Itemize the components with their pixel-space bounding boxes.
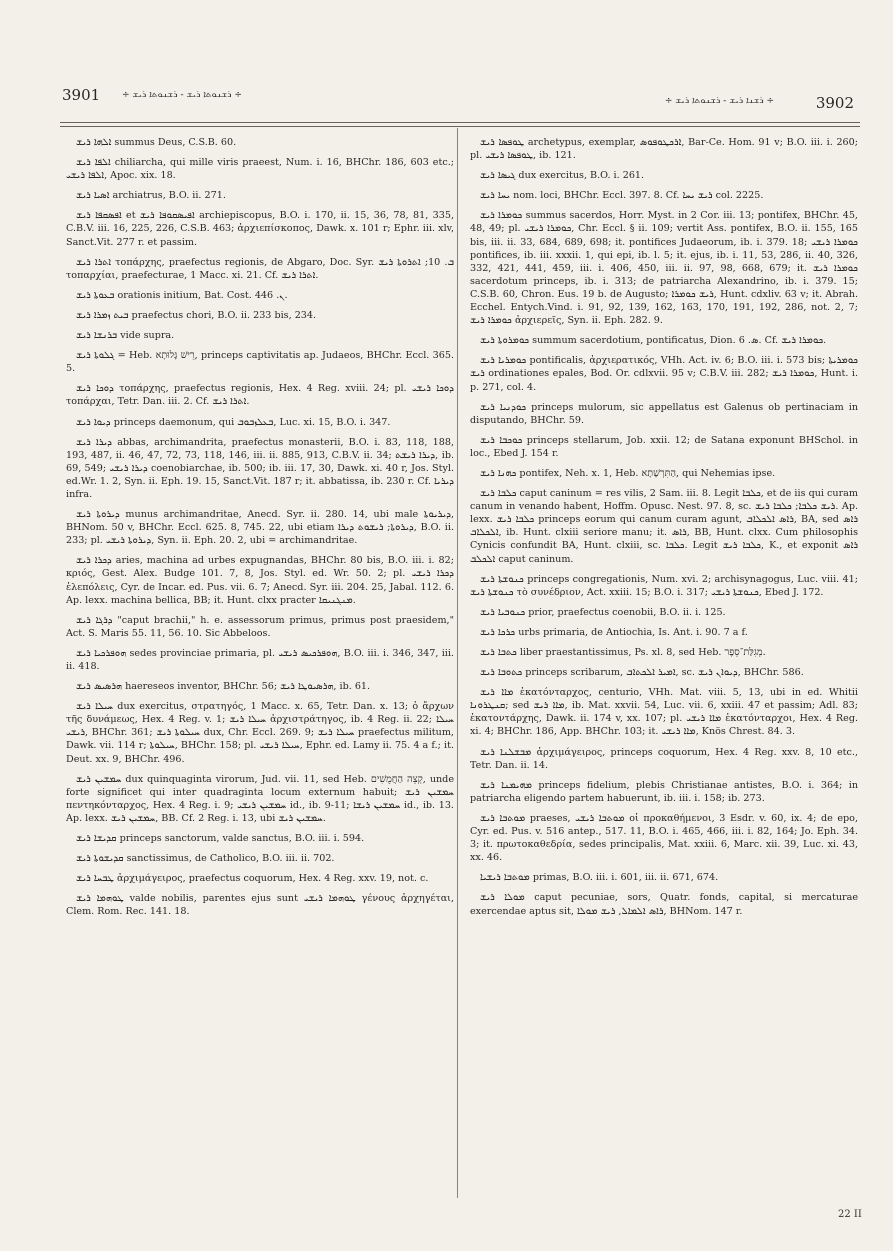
dictionary-entry: ܕܘܟܐ ܪܝܫ τοπάρχης, praefectus regionis, Hex. 4 Reg. xviii. 24; pl. ܕܘܟܐ ܪܝܫܝ τοπάρχαι, Tetr. Dan. iii. 2. Cf. ܐܬܪܐ ܪܝܫ. [66,383,454,408]
dictionary-entry: ܡܒܫܠܢܐ ܪܝܫ ἀρχιμάγειρος, princeps coquorum, Hex. 4 Reg. xxv. 8, 10 etc., Tetr. Dan. ii. 14. [470,746,859,771]
dictionary-entry: ܟܘܕܢܝܐ ܪܝܫ princeps mulorum, sic appellatus est Galenus ob pertinaciam in disputando, BHChr. 59. [470,401,858,426]
dictionary-entry: ܟܘܟܒܐ ܪܝܫ princeps stellarum, Job. xxii. 12; de Satana exponunt BHSchol. in loc., Ebed J. 154 r. [470,434,858,459]
dictionary-entry: ܐܠܗܐ ܪܝܫ summus Deus, C.S.B. 60. [76,137,237,148]
header-rule-double [60,126,860,127]
page-number-left: 3901 [62,86,101,104]
dictionary-entry: ܕܪܓܐ ܪܝܫ "caput brachii," h. e. assessorum primus, primus post praesidem," Act. S. Maris 55. 11, 56. 10. Sic Abbeloos. [66,614,455,639]
dictionary-entry: ܟܬܘܒܐ ܪܝܫ princeps scribarum, ܐܡܝܪ ܐܠܟܬܐܒ, sc. ܕܝܘܐܢ ܪܝܫ, BHChr. 586. [480,667,804,679]
dictionary-entry: ܒܝܬ ܙܡܪܐ ܪܝܫ praefectus chori, B.O. ii. 233 bis, 234. [76,309,317,321]
dictionary-entry: ܟܢܘܫܬܐ ܪܝܫ princeps congregationis, Num. xvi. 2; archisynagogus, Luc. viii. 41; ܟܢܘܫܬܐ ܪܝܫ τὸ συνέδριον, Act. xxiii. 15; B.O. i. 317; ܟܢܘܫܬܐ ܪܝܫܝ, Ebed J. 172. [470,573,858,598]
dictionary-entry: ܡܗܝܡܢܐ ܪܝܫ princeps fidelium, plebis Christianae antistes, B.O. i. 364; in patriarcha eligendo partem habuerunt, ib. iii. i. 158; ib. 273. [470,779,858,804]
dictionary-entry: ܒܪܢܫܐ ܪܝܫ vide supra. [76,330,175,342]
dictionary-entry: ܡܘܠܐ ܪܝܫ caput pecuniae, sors, Quatr. fonds, capital, si mercaturae exercendae aptus sit, ܪܐܣ ܐܠܡܐܠ, ܪܝܫ ܡܘܠܐ, BHNom. 147 r. [470,892,859,917]
dictionary-entry: ܟܗܢܐ ܪܝܫ pontifex, Neh. x. 1, Heb. הַתִּרְשָׁתָא, qui Nehemias ipse. [480,467,776,479]
dictionary-entry: ܟܬܒܐ ܪܝܫ liber praestantissimus, Ps. xl. 8, sed Heb. מְגִלַּת־סֵפֶר. [480,647,766,658]
dictionary-entry: ܡܘܬܒܐ ܪܝܫܝܐ primas, B.O. iii. i. 601, iii. ii. 671, 674. [480,872,719,884]
signature-mark: 22 II [838,1209,862,1220]
dictionary-entry: ܡܐܐ ܪܝܫ ἑκατόνταρχος, centurio, VHh. Mat. viii. 5, 13, ubi in ed. Whitii ܩܢܛܪܘܢܐ; sed ܡܐܐ ܪܝܫ, ib. Mat. xxvii. 54, Luc. vii. 6, xxiii. 47 et passim; Adl. 83; ἑκατοντάρχης, Dawk. ii. 174 v, xx. 107; pl. ܡܐܐ ܪܝܫܝ ἑκατόνταρχοι, Hex. 4 Reg. xi. 4; BHChr. 186, App. BHChr. 103; it. ܡܐܐ ܪܝܫܝ, Knös Chrest. 84. 3. [470,687,859,738]
column-divider [457,128,458,1198]
running-head-right: ÷ ܪܫܢܐ ܪܝܫ - ܪܫܢܘܬܐ ܪܝܫ ÷ [664,96,774,106]
running-head-left: ÷ ܪܫܢܘܬܐ ܪܝܫ - ܪܫܢܘܬܐ ܪܝܫ ÷ [122,90,242,100]
dictionary-entry: ܟܠܒܐ ܪܝܫ caput caninum = res vilis, 2 Sam. iii. 8. Legit ܟܠܒܐ, et de iis qui curam canum in venando habent, Hoffm. Opusc. Nest. 97. 8, sc. ܪܝܫ ܟܠܒܐ; ܟܠܒܐ ܪܝܫ. Ap. lexx. ܟܠܒܐ ܪܝܫ princeps eorum qui canum curam agunt, ܪܐܣ ܐܠܟܠܐܒ, BA, sed ܪܐܣ ܐܠܟܠܐܒ, ib. Hunt. clxiii seriore manu; it. ܪܐܣ, BB, Hunt. clxx. Cum philosophis Cynicis confundit BA, Hunt. clxiii, sc. ܟܠܒܐ. Legit ܟܠܒܐ ܪܝܫ, K., et exponit ܪܐܣ ܐܠܟܠܒ caput caninum. [470,488,859,565]
dictionary-entry: ܩܕܝܫܘܬܐ ܪܝܫ sanctissimus, de Catholico, B.O. iii. ii. 702. [76,853,335,865]
dictionary-entry: ܟܢܘܒܝܐ ܪܝܫ prior, praefectus coenobii, B.O. ii. i. 125. [480,606,726,618]
dictionary-entry: ܛܒܚܐ ܪܝܫ ἀρχιμάγειρος, praefectus coquorum, Hex. 4 Reg. xxv. 19, not. c. [76,873,429,885]
dictionary-entry: ܛܘܦܣܐ ܪܝܫ archetypus, exemplar, ܐܪܟܛܘܦܘܣ, Bar-Ce. Hom. 91 v; B.O. iii. i. 260; pl. ܛܘܦܣܐ ܪܝܫܝ, ib. 121. [470,137,858,162]
dictionary-entry: ܕܝܘܐ ܪܝܫ princeps daemonum, qui ܒܥܠܙܒܘܒ, Luc. xi. 15, B.O. i. 347. [76,416,391,428]
dictionary-entry: ܟܘܡܪܘܬܐ ܪܝܫ summum sacerdotium, pontificatus, Dion. ܣ. 6. Cf. ܟܘܡܪܐ ܪܝܫ. [480,335,827,347]
dictionary-entry: ܟܘܡܪܝܐ ܪܝܫ pontificalis, ἀρχιερατικός, VHh. Act. iv. 6; B.O. iii. i. 573 bis; ܟܘܡܪܝܬܐ ܪܝܫ ordinationes epales, Bod. Or. cdlxvii. 95 v; C.B.V. iii. 282; ܟܘܡܪܐ ܪܝܫ, Hunt. i. p. 271, col. 4. [470,355,859,393]
dictionary-entry: ܝܚܐ ܪܝܫ nom. loci, BHChr. Eccl. 397. 8. Cf. ܪܝܫ ܝܚܐ col. 2225. [480,190,764,202]
dictionary-entry: ܡܘܬܒܐ ܪܝܫ praeses, ܡܘܬܒܐ ܪܝܫܝ οἱ προκαθήμενοι, 3 Esdr. v. 60, ix. 4; de epo, Cyr. ed. Pus. v. 516 antep., 517. 11, B.O. i. 465, 466, iii. i. 82, 164; Jo. Eph. 34. 3; it. πρωτοκαθεδρία, sedes principalis, Mat. xxiii. 6, Marc. xii. 39, Luc. xi. 43, xx. 46. [470,812,858,864]
left-column [66,136,454,926]
dictionary-entry: ܗܪܣܝܣ ܪܝܫ haereseos inventor, BHChr. 56; ܗܪܣܝܘܛܐ ܪܝܫ, ib. 61. [76,681,371,693]
page-number-right: 3902 [815,94,854,112]
dictionary-entry: ܗܘܦܪܟܝܐ ܪܝܫ sedes provinciae primaria, pl. ܗܘܦܪܟܝܣ ܪܝܫܝ, B.O. iii. i. 346, 347, iii. ii. 418. [66,647,454,672]
header-rule [60,122,860,123]
dictionary-entry: ܐܬܪܐ ܪܝܫ τοπάρχης, praefectus regionis, de Abgaro, Doc. Syr. ܒ. 10; ܐܬܪܘܬܐ ܪܝܫ τοπαρχίαι, praefecturae, 1 Macc. xi. 21. Cf. ܐܬܪܐ ܪܝܫ. [66,256,454,281]
dictionary-entry: ܕܝܪܐ ܪܝܫ abbas, archimandrita, praefectus monasterii, B.O. i. 83, 118, 188, 193, 487, ii. 46, 47, 72, 73, 118, 146, iii. ii. 885, 913, C.B.V. ii. 34; ܕܝܪܐ ܪܝܫܬ, ib. 69, 549; ܕܝܪܐ ܪܝܫܝ coenobiarchae, ib. 500; ib. iii. 17, 30, Dawk. xi. 40 r, Jos. Styl. ed.Wr. 1. 2, Syn. ii. Eph. 19. 15, Sanct.Vit. 187 r; it. abbatissa, ib. 230 r. Cf. ܕܝܪܝܐ infra. [66,436,455,500]
dictionary-entry: ܐܦܣܩܦܐ ܪܝܫ et ܐܦܝܣܩܘܦܐ ܪܝܫ archiepiscopus, B.O. i. 170, ii. 15, 36, 78, 81, 335, C.B.V. iii. 16, 225, 226, C.S.B. 463; ἀρχιεπίσκοπος, Dawk. x. 101 r; Ephr. iii. xlv, Sanct.Vit. 277 r. et passim. [66,210,454,248]
dictionary-entry: ܓܝܣܐ ܪܝܫ dux exercitus, B.O. i. 261. [480,170,645,182]
dictionary-entry: ܐܣܝܐ ܪܝܫ archiatrus, B.O. ii. 271. [76,190,226,202]
dictionary-entry: ܐܠܦܐ ܪܝܫ chiliarcha, qui mille viris praeest, Num. i. 16, BHChr. 186, 603 etc.; ܐܠܦܐ ܪܝܫܝ, Apoc. xix. 18. [66,157,454,182]
page-header [58,86,858,116]
right-column [470,136,858,925]
dictionary-entry: ܟܪܟܐ ܪܝܫ urbs primaria, de Antiochia, Is. Ant. i. 90. 7 a f. [480,626,748,638]
dictionary-entry: ܚܡܫܝܢ ܪܝܫ dux quinquaginta virorum, Jud. vii. 11, sed Heb. קְצֵה הַחֲמֻשִׁים, unde forte significet qui inter quadraginta locum externum habuit; ܚܡܫܝܢ ܪܝܫ πεντηκόνταρχος, Hex. 4 Reg. i. 9; ܚܡܫܝܢ ܪܝܫܝ id., ib. 9-11; ܚܡܫܝܢ ܪܝܫܐ id., ib. 13. Ap. lexx. ܚܡܫܝܢ ܪܝܫ, BB. Cf. 2 Reg. i. 13, ubi ܚܡܫܝܢ ܪܝܫ. [66,773,454,824]
dictionary-entry: ܚܝܠܐ ܪܝܫ dux exercitus, στρατηγός, 1 Macc. x. 65, Tetr. Dan. x. 13; ὁ ἄρχων τῆς δυνάμεως, Hex. 4 Reg. v. 1; ܚܝܠܐ ܪܝܫ ἀρχιστράτηγος, ib. 4 Reg. ii. 22; ܚܝܠܐ ܪܝܫܝ, BHChr. 361; ܚܝܠܘܬܐ ܪܝܫ dux, Chr. Eccl. 269. 9; ܚܝܠܐ ܪܝܫ praefectus militum, Dawk. vii. 114 r; ܚܝܠܘܬܐ, BHChr. 158; pl. ܚܝܠܐ ܪܝܫܝ, Ephr. ed. Lamy ii. 75. 4 a f.; it. Deut. xx. 9, BHChr. 496. [66,701,454,765]
dictionary-entry: ܩܕܝܫܐ ܪܝܫ princeps sanctorum, valde sanctus, B.O. iii. i. 594. [76,833,365,845]
dictionary-entry: ܓܠܘܬܐ ܪܝܫ = Heb. רֵישׁ גָּלוּתָא, princeps captivitatis ap. Judaeos, BHChr. Eccl. 365. 5. [66,350,454,375]
dictionary-entry: ܕܝܪܘܬܐ ܪܝܫ munus archimandritae, Anecd. Syr. ii. 280. 14, ubi male ܕܝܪܝܘܬܐ, BHNom. 50 v, BHChr. Eccl. 625. 8, 745. 22, ubi etiam ܕܝܪܘܬܐ; ܪܝܫܘܬ ܕܝܪܐ, B.O. ii. 233; pl. ܕܝܪܘܬܐ ܪܝܫܝ, Syn. ii. Eph. 20. 2, ubi = archimandritae. [66,509,455,547]
dictionary-entry: ܒܥܘܬܐ ܪܝܫ orationis initium, Bat. Cost. ܢ. 446. [76,289,288,301]
dictionary-entry: ܛܘܗܡܐ ܪܝܫ valde nobilis, parentes ejus sunt ܛܘܗܡܐ ܪܝܫܝ γένους ἀρχηγέται, Clem. Rom. Rec. 141. 18. [66,893,454,918]
dictionary-entry: ܕܟܪܐ ܪܝܫ aries, machina ad urbes expugnandas, BHChr. 80 bis, B.O. iii. i. 82; κριός, Gest. Alex. Budge 101. 7, 8, Jos. Styl. ed. Wr. 50. 2; pl. ܕܟܪܐ ܪܝܫܝ ἑλεπόλεις, Cyr. de Incar. ed. Pus. vii. 6. 7; Anecd. Syr. iii. 204. 25, Jabal. 112. 6. Ap. lexx. machina bellica, BB; it. Hunt. clxx practer ܡܢܓܢܝܩܐ. [66,555,454,606]
dictionary-entry: ܟܘܡܪܐ ܪܝܫ summus sacerdos, Horr. Myst. in 2 Cor. iii. 13; pontifex, BHChr. 45, 48, 49; pl. ܟܘܡܪܐ ܪܝܫܝ, Chr. Eccl. § ii. 109; vertit Ass. pontifex, B.O. ii. 155, 165 bis, iii. ii. 33, 684, 689, 698; it. pontifices Judaeorum, ib. i. 379. 18; ܟܘܡܪܐ ܪܝܫܝ pontifices, ib. iii. xxxii. 1, qui epi, ib. l. 5; it. ejus, ib. i. 11, 53, 286, ii. 40, 326, 332, 421, 441, 459, iii. i. 406, 450, iii. ii. 97, 98, 668, 679; it. ܟܘܡܪܐ ܪܝܫ sacerdotum princeps, ib. i. 313; de patriarcha Alexandrino, ib. i. 379. 15; C.S.B. 60, Chron. Eus. 19 b. de Augusto; ܪܝܫ ܟܘܡܪܐ, Hunt. cdxliv. 63 v; it. Abrah. Ecchel. Entych.Vind. i. 91, 92, 139, 162, 163, 170, 191, 192, 286, not. 2, 7; ܟܘܡܪܐ ܪܝܫ ἀρχιερεῖς, Syn. ii. Eph. 282. 9. [470,210,858,327]
